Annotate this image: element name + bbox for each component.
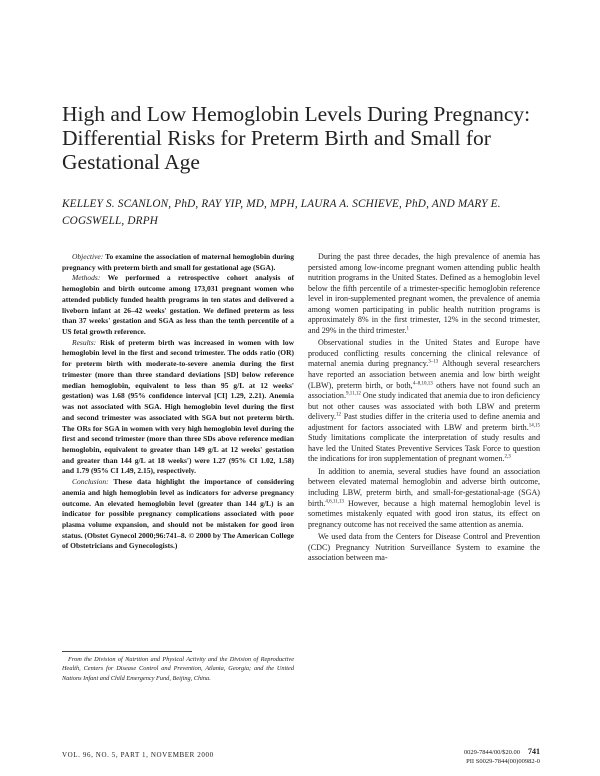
citation-ref: 4,6,11,13 bbox=[325, 498, 344, 504]
abstract bbox=[62, 252, 294, 552]
footnote-text: From the Division of Nutrition and Physical Activity and the Division of Reproductive Health, Centers for Disease Control and Prevention, Atlanta, Georgia; and the United Nations Infant and Child Emergency Fund, Beijing, China. bbox=[62, 656, 294, 682]
citation-ref: 3–13 bbox=[428, 359, 439, 365]
citation-ref: 4–8,10,13 bbox=[412, 380, 433, 386]
body-text bbox=[308, 252, 540, 564]
page-number: 741 bbox=[528, 747, 540, 756]
affiliation-footnote bbox=[62, 655, 294, 683]
author-list: KELLEY S. SCANLON, PhD, RAY YIP, MD, MPH, LAURA A. SCHIEVE, PhD, AND MARY E. COGSWELL, DRPH bbox=[62, 198, 501, 227]
body-paragraph bbox=[308, 252, 540, 336]
body-text-run: Study limitations complicate the interpretation of study results and have led the United States Preventive Services Task Force to question the indications for iron supplementation of pregnant women. bbox=[308, 433, 540, 464]
results-label: Results: bbox=[72, 337, 97, 347]
results-text: Risk of preterm birth was increased in women with low hemoglobin level in the first and second trimester. The odds ratio (OR) for preterm birth with moderate-to-severe anemia during the first trimester (more than three standard deviations [SD] below reference median hemoglobin, equivalent to less than 95 g/L at 12 weeks' gestation) was 1.68 (95% confidence interval [CI] 1.29, 2.21). Anemia was not associated with SGA. High hemoglobin level during the first and second trimester was associated with SGA but not preterm birth. The ORs for SGA in women with very high hemoglobin level during the first and second trimester (more than three SDs above reference median hemoglobin, equivalent to greater than 149 g/L at 12 weeks' gestation and greater than 144 g/L at 18 weeks') were 1.27 (95% CI 1.02, 1.58) and 1.79 (95% CI 1.49, 2.15), respectively. bbox=[62, 337, 295, 476]
abstract-objective bbox=[62, 252, 294, 273]
issn-code: 0029-7844/00/$20.00 bbox=[463, 749, 520, 756]
citation-ref: 12 bbox=[336, 412, 342, 418]
methods-label: Methods: bbox=[72, 273, 101, 283]
body-text-run: Although several researchers have reported an association between anemia and low birth weight (LBW), preterm birth, or both, bbox=[308, 359, 541, 390]
footer-codes bbox=[464, 747, 540, 766]
footer-code-line bbox=[464, 747, 540, 757]
body-text-run: In addition to anemia, several studies have found an association between elevated maternal hemoglobin and adverse birth outcome, including LBW, preterm birth, and small-for-gestational-age (SGA) birth. bbox=[308, 466, 540, 508]
abstract-results bbox=[62, 338, 294, 477]
citation-ref: 2,3 bbox=[504, 454, 511, 460]
conclusion-label: Conclusion: bbox=[72, 477, 109, 487]
body-paragraph bbox=[308, 532, 540, 564]
body-text-run: We used data from the Centers for Disease Control and Prevention (CDC) Pregnancy Nutrition Surveillance System to examine the association between ma- bbox=[308, 532, 540, 563]
methods-text: We performed a retrospective cohort analysis of hemoglobin and birth outcome among 173,031 pregnant women who attended publicly funded health programs in ten states and delivered a liveborn infant at 26–42 weeks' gestation. We defined preterm as less than 37 weeks' gestation and SGA as less than the tenth percentile of a US fetal growth reference. bbox=[62, 273, 294, 337]
objective-text: To examine the association of maternal hemoglobin during pregnancy with preterm birth and small for gestational age (SGA). bbox=[62, 252, 294, 272]
objective-label: Objective: bbox=[72, 252, 104, 261]
footnote-divider bbox=[62, 651, 192, 652]
body-text-run: One study indicated that anemia due to iron deficiency but not other causes was associated with both LBW and preterm delivery. bbox=[308, 391, 540, 422]
body-text-run: others have not found such an association. bbox=[308, 380, 540, 401]
article-title: High and Low Hemoglobin Levels During Pregnancy: Differential Risks for Preterm Birth and Small for Gestational Age bbox=[62, 102, 531, 174]
body-paragraph bbox=[308, 338, 540, 465]
citation-ref: 1 bbox=[406, 326, 409, 332]
citation-ref: 14,15 bbox=[528, 423, 540, 429]
body-text-run: Past studies differ in the criteria used to define anemia and adjustment for factors associated with LBW and preterm birth. bbox=[308, 412, 540, 432]
body-text-run: However, because a high maternal hemoglobin level is sometimes mistakenly equated with good iron status, its effect on pregnancy outcome has not received the same attention as anemia. bbox=[308, 498, 540, 529]
abstract-conclusion bbox=[62, 477, 294, 552]
conclusion-text: These data highlight the importance of considering anemia and high hemoglobin level as indicators for adverse pregnancy outcome. An elevated hemoglobin level (greater than 144 g/L) is an indicator for possible pregnancy complications associated with poor plasma volume expansion, and should not be mistaken for good iron status. (Obstet Gynecol 2000;96:741–8. © 2000 by The American College of Obstetricians and Gynecologists.) bbox=[62, 477, 295, 551]
journal-citation: VOL. 96, NO. 5, PART 1, NOVEMBER 2000 bbox=[62, 751, 214, 759]
body-text-run: During the past three decades, the high prevalence of anemia has persisted among low-income pregnant women attending public health nutrition programs in the United States. Defined as a hemoglobin level below the fifth percentile of a trimester-specific hemoglobin reference level in iron-supplemented pregnant women, the prevalence of anemia among women participating in public health nutrition programs is approximately 8% in the first trimester, 12% in the second trimester, and 29% in the third trimester. bbox=[308, 252, 540, 335]
abstract-methods bbox=[62, 273, 294, 337]
pii-code: PII S0029-7844(00)00982-0 bbox=[466, 758, 540, 765]
citation-ref: 9,11,12 bbox=[346, 391, 361, 397]
body-text-run: Observational studies in the United States and Europe have produced conflicting results concerning the clinical relevance of maternal anemia during pregnancy. bbox=[308, 338, 540, 369]
body-paragraph bbox=[308, 467, 540, 530]
